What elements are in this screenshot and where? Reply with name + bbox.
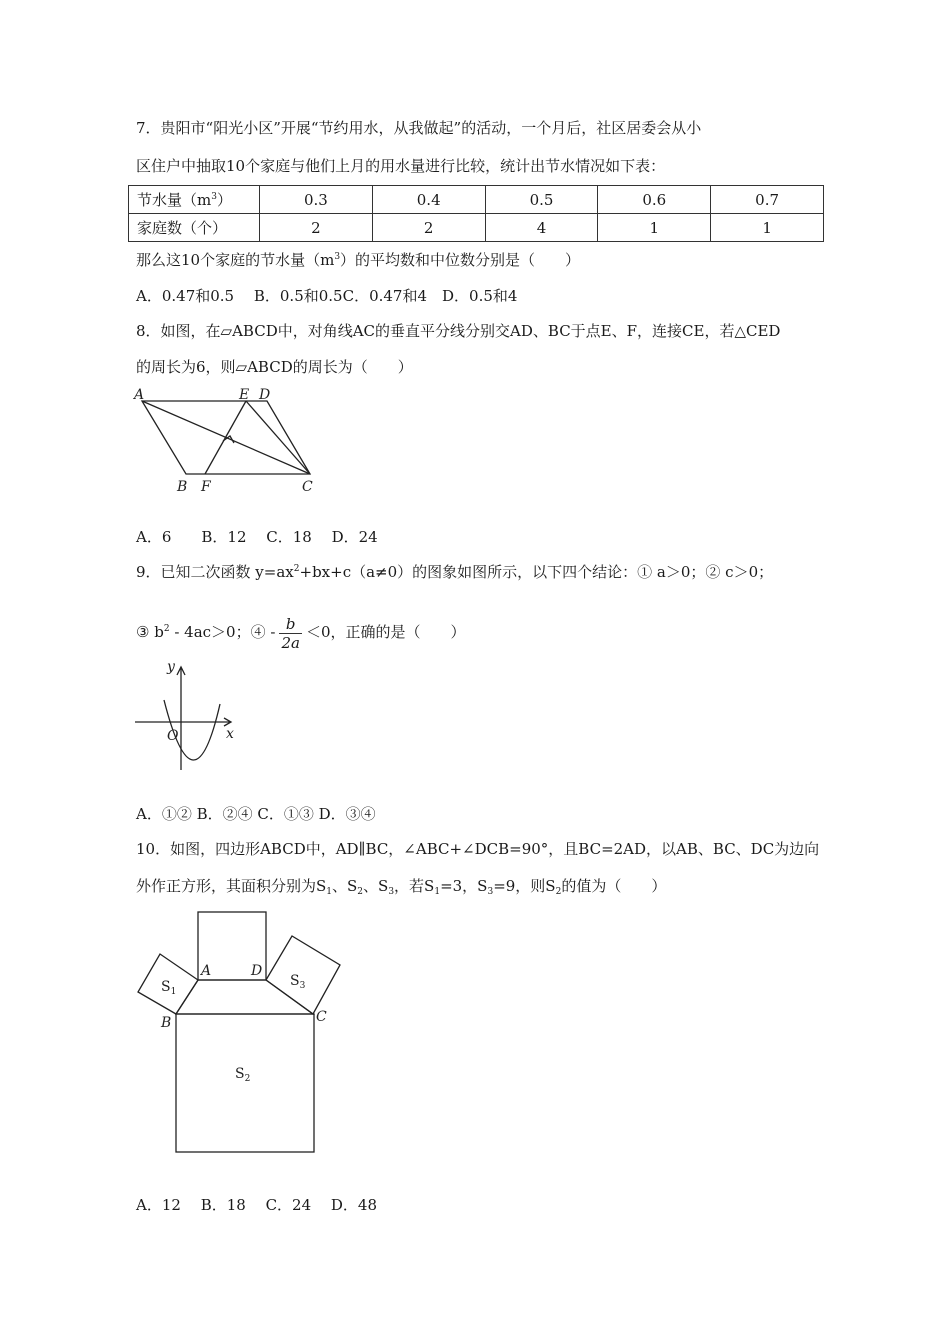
q10-text-line2: 外作正方形，其面积分别为$S_1$、$S_2$、$S_3$，若$S_1=3$，$S_3=9$，则$S_2$的值为（ ）: [136, 877, 667, 897]
table-row-header: 节水量$(m^3)$: [129, 186, 260, 214]
q7-text-line3: 那么这10个家庭的节水量$(m^3)$的平均数和中位数分别是（ ）: [136, 251, 581, 269]
table-row: [129, 214, 824, 242]
q8-text-line2: 的周长为6，则▱ABCD的周长为（ ）: [136, 358, 413, 376]
q8-options: A．6 B．12 C．18 D．24: [136, 528, 378, 546]
q8-text-line1: 8．如图，在▱ABCD中，对角线AC的垂直平分线分别交AD、BC于点E、F，连接CE，若△CED: [136, 322, 781, 340]
origin-label: O: [167, 728, 179, 744]
table-cell: 2: [260, 214, 373, 242]
axis-x-label: x: [226, 726, 234, 742]
table-cell: 0.5: [485, 186, 598, 214]
axis-y-label: y: [167, 659, 175, 675]
q10-squares-figure: [130, 905, 350, 1157]
label-c: C: [316, 1009, 327, 1025]
table-row: [129, 186, 824, 214]
table-cell: 0.7: [711, 186, 824, 214]
fraction-b-over-2a: $\frac{b}{2a}$: [281, 614, 300, 652]
table-cell: 4: [485, 214, 598, 242]
table-cell: 0.4: [372, 186, 485, 214]
table-row-header: 家庭数（个）: [129, 214, 260, 242]
table-cell: 1: [711, 214, 824, 242]
q7-data-table: [128, 185, 824, 242]
label-c: C: [302, 479, 313, 495]
q9-options: A．①② B．②④ C．①③ D．③④: [136, 805, 376, 823]
q9-parabola-figure: [130, 660, 240, 775]
q8-parallelogram-figure: [130, 385, 330, 497]
square-s1-label: $S_1$: [161, 979, 177, 997]
label-f: F: [201, 479, 211, 495]
label-d: D: [259, 387, 271, 403]
label-d: D: [251, 963, 263, 979]
q7-text-line2: 区住户中抽取10个家庭与他们上月的用水量进行比较，统计出节水情况如下表：: [136, 157, 666, 175]
q9-text-line2: ③ $b^2 - 4ac>0$；④ - $\frac{b}{2a}$ ＜0，正确的是（ ）: [136, 614, 466, 652]
table-cell: 0.6: [598, 186, 711, 214]
label-e: E: [239, 387, 250, 403]
q9-text-line1: 9．已知二次函数 $y=ax^2+bx+c(a\ne 0)$的图象如图所示，以下四个结论：① a＞0；② c＞0；: [136, 563, 774, 581]
q10-options: A．12 B．18 C．24 D．48: [136, 1196, 378, 1214]
label-b: B: [177, 479, 188, 495]
label-a: A: [134, 387, 145, 403]
label-b: B: [161, 1015, 172, 1031]
square-s3-label: $S_3$: [290, 973, 306, 991]
q10-text-line1: 10．如图，四边形ABCD中，AD∥BC，∠ABC+∠DCB=90°，且BC=2AD，以AB、BC、DC为边向: [136, 840, 820, 858]
table-cell: 1: [598, 214, 711, 242]
table-cell: 0.3: [260, 186, 373, 214]
square-s2-label: $S_2$: [235, 1066, 251, 1084]
table-cell: 2: [372, 214, 485, 242]
label-a: A: [201, 963, 212, 979]
q7-text-line1: 7．贵阳市“阳光小区”开展“节约用水，从我做起”的活动，一个月后，社区居委会从小: [136, 119, 702, 137]
q7-options: A．0.47和0.5 B．0.5和0.5C．0.47和4 D．0.5和4: [136, 287, 518, 305]
